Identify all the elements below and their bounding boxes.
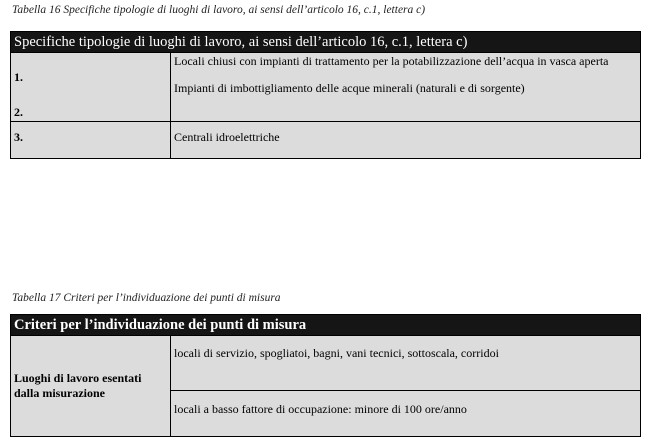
criteria-value: locali a basso fattore di occupazione: minore di 100 ore/anno — [171, 391, 641, 437]
criteria-value: locali di servizio, spogliatoi, bagni, vani tecnici, sottoscala, corridoi — [171, 336, 641, 391]
row-description: Centrali idroelettriche — [171, 122, 641, 159]
table-row — [11, 336, 641, 391]
table-16 — [10, 31, 641, 159]
table-row — [11, 122, 641, 159]
table-16-caption: Tabella 16 Specifiche tipologie di luoghi di lavoro, ai sensi dell’articolo 16, c.1, lettera c) — [12, 4, 426, 16]
row-description: Locali chiusi con impianti di trattamento per la potabilizzazione dell’acqua in vasca aperta — [174, 54, 609, 68]
row-number: 1. — [14, 70, 23, 84]
table-17-caption: Tabella 17 Criteri per l’individuazione dei punti di misura — [12, 292, 281, 304]
table-row — [11, 53, 641, 122]
table-16-header: Specifiche tipologie di luoghi di lavoro, ai sensi dell’articolo 16, c.1, lettera c) — [11, 32, 641, 53]
table-17-header: Criteri per l’individuazione dei punti di misura — [11, 315, 641, 336]
table-17 — [10, 314, 641, 437]
row-description: Impianti di imbottigliamento delle acque minerali (naturali e di sorgente) — [174, 81, 525, 95]
row-description-cell — [171, 53, 641, 122]
row-number: 2. — [14, 105, 23, 119]
row-number: 3. — [11, 122, 171, 159]
row-number-cell — [11, 53, 171, 122]
exempt-workplaces-label: Luoghi di lavoro esentati dalla misurazione — [11, 336, 171, 437]
